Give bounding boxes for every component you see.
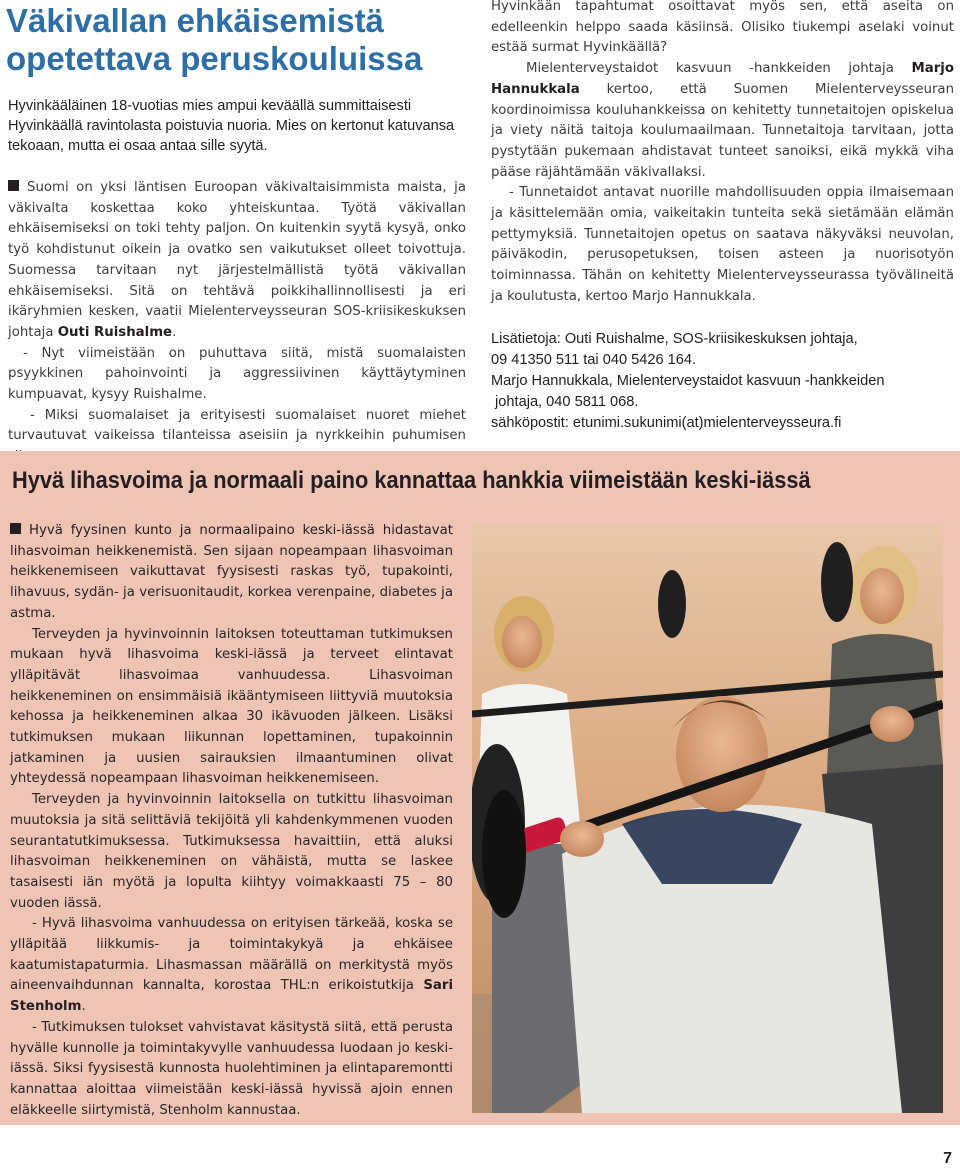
paragraph: - Miksi suomalaiset ja erityisesti suomalaiset nuoret miehet turvautuvat vaikeissa tilanteissa aseisiin ja nyrkkeihin puhumisen [8,407,466,444]
article2-title: Hyvä lihasvoima ja normaali paino kannattaa hankkia viimeistään keski-iässä [12,467,811,494]
paragraph: - Tunnetaidot antavat nuorille mahdollisuuden oppia ilmaisemaan ja käsittelemään omia, vaikeitakin tunteita sekä sietämään elämän pettymyksiä. Tunnetaitojen opetus on saatava näkyväksi neuvolan, päiväkodin, perusopetuksen, toisen asteen ja nuorisotyön toiminnassa. Tähän on kehitetty Mielenterveysseurassa työvälineitä ja koulutusta, kertoo Marjo Hannukkala. [491,185,954,304]
paragraph: Suomi on yksi läntisen Euroopan väkivaltaisimmista maista, ja väkivalta koskettaa koko yhteiskuntaa. Työtä väkivallan ehkäisemiseksi on toki tehty paljon. [8,180,466,237]
paragraph: kertoo, että Suomen Mielenterveysseuran koordinoimissa kouluhankkeissa on kehitetty tunnetaitojen opiskelua ja viety näitä taitoja koulumaailmaan. Tunnetaitoja tarvitaan, jotta pystytään pukemaan ahdistavat tunteet sanoiksi, eikä mykkä viha pääse räjähtämään väkivallaksi. [491,81,954,180]
bullet-square-icon [10,523,21,534]
contact-line: 09 41350 511 tai 040 5426 164. [491,352,697,368]
paragraph: Terveyden ja hyvinvoinnin laitoksella on tutkittu lihasvoiman muutoksia ja sitä selittäviä tekijöitä yli kahdenkymmenen vuoden seurantatutkimuksessa. Tutkimuksessa havaittiin, että aluksi lihasvoiman heikkeneminen on vähäistä, mutta se laskee tasaisesti iän myötä ja lopulta kiihtyy voimakkaasti 75 – 80 vuoden iässä. [10,792,453,911]
paragraph: Mielenterveystaidot kasvuun -hankkeiden johtaja [526,61,894,77]
title-line-1: Väkivallan ehkäisemistä [6,2,384,39]
contact-line: sähköpostit: etunimi.sukunimi(at)mielenterveysseura.fi [491,415,842,431]
article2-body: Hyvä fyysinen kunto ja normaalipaino keski-iässä hidastavat lihasvoiman heikkenemistä. Sen sijaan nopeampaan lihasvoiman heikkenemiseen vaikuttavat fyysisesti raskas työ, tupakointi, lihavuus, sydän- ja verisuonitaudit, korkea verenpaine, diabetes ja astma. Terveyden ja hyvinvoinnin laitoksen toteuttaman tutkimuksen mukaan hyvä lihasvoima keski-iässä ja terveet elintavat ylläpitävät lihasvoimaa vanhuudessa. Lihasvoiman heikkeneminen on ensimmäisiä ikääntymiseen liittyviä muutoksia kehossa ja heikkeneminen alkaa 30 ikävuoden jälkeen. Lisäksi tutkimuksen mukaan liikunnan lopettaminen, tupakoinnin jatkaminen ja uusien sairauksien ilmaantuminen olivat yhteydessä nopeampaan lihasvoiman heikkenemiseen. Terveyden ja hyvinvoinnin laitoksella on tutkittu lihasvoiman muutoksia ja sitä selittäviä tekijöitä yli kahdenkymmenen vuoden seurantatutkimuksessa. Tutkimuksessa havaittiin, että aluksi lihasvoiman heikkeneminen on vähäistä, mutta se laskee tasaisesti iän myötä ja lopulta kiihtyy voimakkaasti 75 – 80 vuoden iässä. - Hyvä lihasvoima vanhuudessa on erityisen tärkeää, koska se ylläpitää liikkumis- ja toimintakykyä ja ehkäisee kaatumistapaturmia. Lihasmassan määrällä on merkitystä myös aineenvaihdunnan kannalta, korostaa THL:n erikoistutkija Sari Stenholm. - Tutkimuksen tulokset vahvistavat käsitystä siitä, että perusta hyvälle kunnolle ja toimintakyvylle vanhuudessa luodaan jo keski-iässä. Siksi fyysisestä kunnosta huolehtiminen ja elintaparemontti kannattaa aloittaa viimeistään keski-iässä hyvissä ajoin ennen eläkkeelle siirtymistä, Stenholm kannustaa. [10,521,453,1121]
paragraph: - Nyt viimeistään on puhuttava siitä, mistä suomalaisten psyykkinen pahoinvointi ja aggressiivinen käyttäytyminen kumpuavat, kysyy Ruishalme. [8,345,466,403]
page-number: 7 [943,1150,952,1167]
paragraph: - Tutkimuksen tulokset vahvistavat käsitystä siitä, että perusta hyvälle kunnolle ja toimintakyvylle vanhuudessa luodaan jo keski-iässä. Siksi fyysisestä kunnosta huolehtiminen ja elintaparemontti kannattaa aloittaa viimeistään keski-iässä hyvissä ajoin ennen eläkkeelle siirtymistä, Stenholm kannustaa. [10,1019,453,1118]
paragraph: On kuitenkin syytä kysyä, onko työ kohdistunut oikein ja ovatko sen vaikutukset olleet toivottuja. Suomessa tarvitaan nyt järjestelmällistä työtä väkivallan ehkäisemiseksi. [8,221,466,299]
person-name: Sari Stenholm [10,978,454,1015]
contact-line: johtaja, 040 5811 068. [491,394,639,410]
paragraph: Sitä on tehtävä poikkihallinnollisesti ja eri ikäryhmien kesken, vaatii Mielenterveysseuran SOS-kriisikeskuksen johtaja [8,283,466,340]
article-lead: Hyvinkääläinen 18-vuotias mies ampui keväällä summittaisesti Hyvinkäällä ravintolasta poistuvia nuoria. Mies on kertonut katuvansa tekoaan, mutta ei osaa antaa sille syytä. [8,98,455,154]
contact-line: Lisätietoja: Outi Ruishalme, SOS-kriisikeskuksen johtaja, [491,331,858,347]
bullet-square-icon [8,180,19,191]
article-body-left: Suomi on yksi läntisen Euroopan väkivaltaisimmista maista, ja väkivalta koskettaa koko yhteiskuntaa. Työtä väkivallan ehkäisemiseksi on toki tehty paljon. On kuitenkin syytä kysyä, onko työ kohdistunut oikein ja ovatko sen vaikutukset olleet toivottuja. Suomessa tarvitaan nyt järjestelmällistä työtä väkivallan ehkäisemiseksi. Sitä on tehtävä poikkihallinnollisesti ja eri ikäryhmien kesken, vaatii Mielenterveysseuran SOS-kriisikeskuksen johtaja Outi Ruishalme. - Nyt viimeistään on puhuttava siitä, mistä suomalaisten psyykkinen pahoinvointi ja aggressiivinen käyttäytyminen kumpuavat, kysyy Ruishalme. - Miksi suomalaiset ja erityisesti suomalaiset nuoret miehet turvautuvat vaikeissa tilanteissa aseisiin ja nyrkkeihin puhumisen [8,178,466,468]
paragraph: Terveyden ja hyvinvoinnin laitoksen toteuttaman tutkimuksen mukaan hyvä lihasvoima keski-iässä ja terveet elintavat ylläpitävät lihasvoimaa vanhuudessa. Lihasvoiman heikkeneminen on ensimmäisiä ikääntymiseen liittyviä muutoksia kehossa ja heikkeneminen alkaa 30 ikävuoden jälkeen. Lisäksi tutkimuksen mukaan liikunnan lopettaminen, tupakoinnin jatkaminen ja uusien sairauksien ilmaantuminen olivat yhteydessä nopeampaan lihasvoiman heikkenemiseen. [10,626,453,787]
contact-line: Marjo Hannukkala, Mielenterveystaidot kasvuun -hankkeiden [491,373,885,389]
person-name: Marjo Hannukkala [491,61,954,97]
article-body-right [491,0,954,308]
contact-info [491,329,951,434]
paragraph: Sen sijaan nopeampaan lihasvoiman heikkenemiseen vaikuttavat fyysisesti raskas työ, tupakointi, lihavuus, sydän- ja verisuonitaudit, korkea verenpaine, diabetes ja astma. [10,543,453,621]
paragraph: - Hyvä lihasvoima vanhuudessa on erityisen tärkeää, koska se ylläpitää liikkumis- ja toimintakykyä ja ehkäisee kaatumistapaturmia. Lihasmassan määrällä on merkitystä myös aineenvaihdunnan kannalta, korostaa THL:n erikoistutkija [10,916,453,994]
person-name: Outi Ruishalme [57,324,173,340]
gym-photo [472,524,943,1113]
article-title [6,2,466,78]
paragraph: Hyvä fyysinen kunto ja normaalipaino keski-iässä hidastavat lihasvoiman heikkenemistä. [10,523,453,559]
title-line-2: opetettava peruskouluissa [6,40,423,77]
paragraph: Hyvinkään tapahtumat osoittavat myös sen, että aseita on edelleenkin helppo saada käsiinsä. Olisiko tiukempi aselaki voinut estää surmat Hyvinkäällä? [491,0,954,56]
